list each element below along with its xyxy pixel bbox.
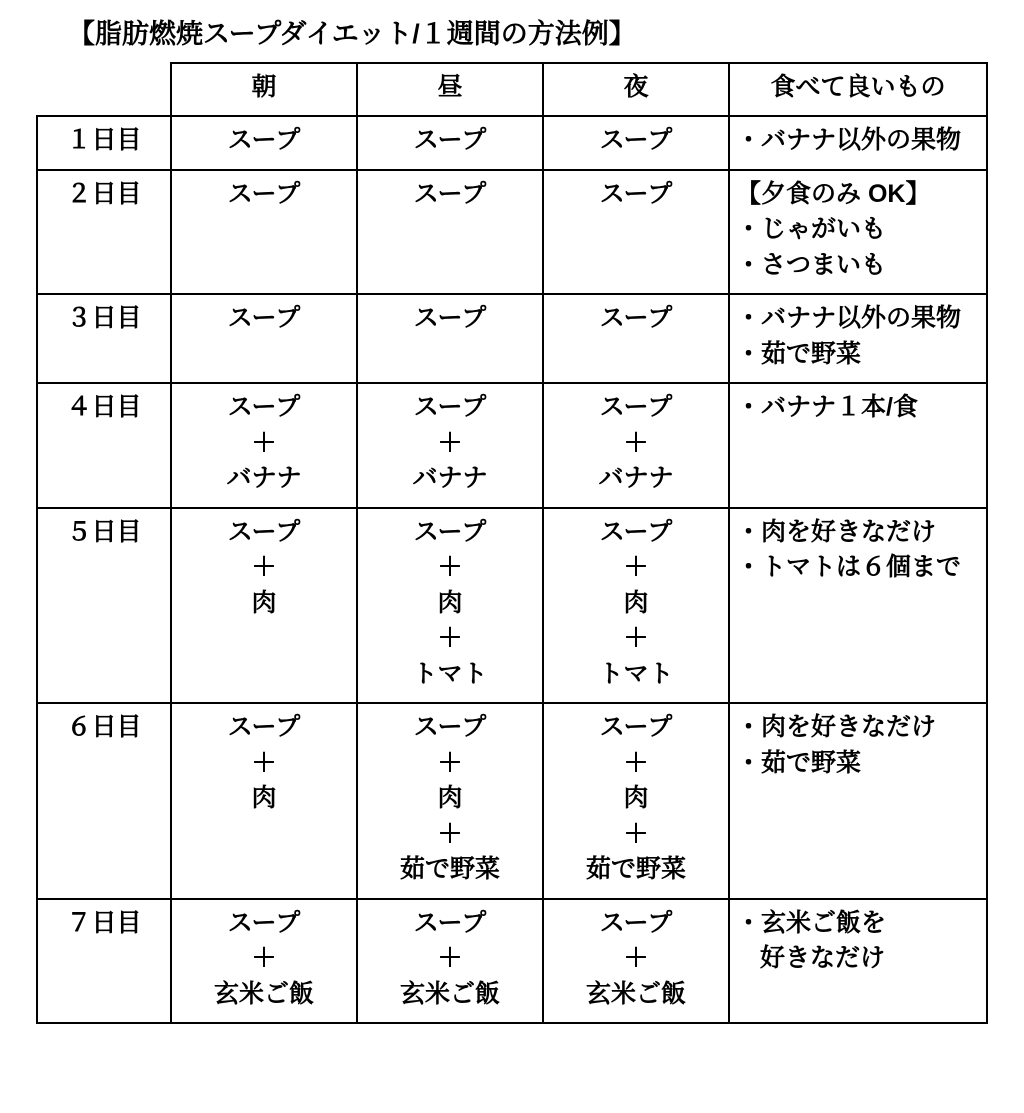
meal-morning: スープ bbox=[171, 170, 357, 295]
table-row bbox=[37, 170, 987, 295]
meal-night: スープ bbox=[543, 116, 729, 170]
day-label: ２日目 bbox=[37, 170, 171, 295]
day-label: １日目 bbox=[37, 116, 171, 170]
table-row bbox=[37, 508, 987, 704]
page-title: 【脂肪燃焼スープダイエット/１週間の方法例】 bbox=[68, 19, 636, 49]
table-header-row bbox=[37, 63, 987, 117]
day-label: ４日目 bbox=[37, 383, 171, 508]
day-label: ６日目 bbox=[37, 703, 171, 899]
table-body bbox=[37, 116, 987, 1023]
column-header-morning: 朝 bbox=[171, 63, 357, 117]
table-row bbox=[37, 899, 987, 1024]
day-label: ５日目 bbox=[37, 508, 171, 704]
allowed-foods: 【夕食のみ OK】 ・じゃがいも ・さつまいも bbox=[729, 170, 987, 295]
allowed-foods: ・バナナ１本/食 bbox=[729, 383, 987, 508]
day-label: ３日目 bbox=[37, 294, 171, 383]
table-row bbox=[37, 703, 987, 899]
meal-morning: スープ ＋ 玄米ご飯 bbox=[171, 899, 357, 1024]
meal-noon: スープ ＋ 肉 ＋ トマト bbox=[357, 508, 543, 704]
meal-morning: スープ bbox=[171, 294, 357, 383]
meal-morning: スープ ＋ 肉 bbox=[171, 508, 357, 704]
meal-night: スープ bbox=[543, 294, 729, 383]
meal-noon: スープ ＋ バナナ bbox=[357, 383, 543, 508]
day-label: ７日目 bbox=[37, 899, 171, 1024]
meal-noon: スープ bbox=[357, 116, 543, 170]
meal-night: スープ ＋ バナナ bbox=[543, 383, 729, 508]
allowed-foods: ・バナナ以外の果物 bbox=[729, 116, 987, 170]
meal-noon: スープ bbox=[357, 170, 543, 295]
table-row bbox=[37, 294, 987, 383]
meal-morning: スープ ＋ バナナ bbox=[171, 383, 357, 508]
allowed-foods: ・バナナ以外の果物 ・茹で野菜 bbox=[729, 294, 987, 383]
meal-noon: スープ ＋ 玄米ご飯 bbox=[357, 899, 543, 1024]
table-row bbox=[37, 383, 987, 508]
allowed-foods: ・玄米ご飯を 好きなだけ bbox=[729, 899, 987, 1024]
column-header-noon: 昼 bbox=[357, 63, 543, 117]
column-header-day bbox=[37, 63, 171, 117]
meal-morning: スープ ＋ 肉 bbox=[171, 703, 357, 899]
meal-noon: スープ ＋ 肉 ＋ 茹で野菜 bbox=[357, 703, 543, 899]
column-header-night: 夜 bbox=[543, 63, 729, 117]
diet-schedule-table bbox=[36, 62, 988, 1025]
meal-noon: スープ bbox=[357, 294, 543, 383]
table-row bbox=[37, 116, 987, 170]
meal-morning: スープ bbox=[171, 116, 357, 170]
meal-night: スープ ＋ 肉 ＋ 茹で野菜 bbox=[543, 703, 729, 899]
meal-night: スープ bbox=[543, 170, 729, 295]
meal-night: スープ ＋ 肉 ＋ トマト bbox=[543, 508, 729, 704]
column-header-allowed-foods: 食べて良いもの bbox=[729, 63, 987, 117]
allowed-foods: ・肉を好きなだけ ・トマトは６個まで bbox=[729, 508, 987, 704]
allowed-foods: ・肉を好きなだけ ・茹で野菜 bbox=[729, 703, 987, 899]
meal-night: スープ ＋ 玄米ご飯 bbox=[543, 899, 729, 1024]
